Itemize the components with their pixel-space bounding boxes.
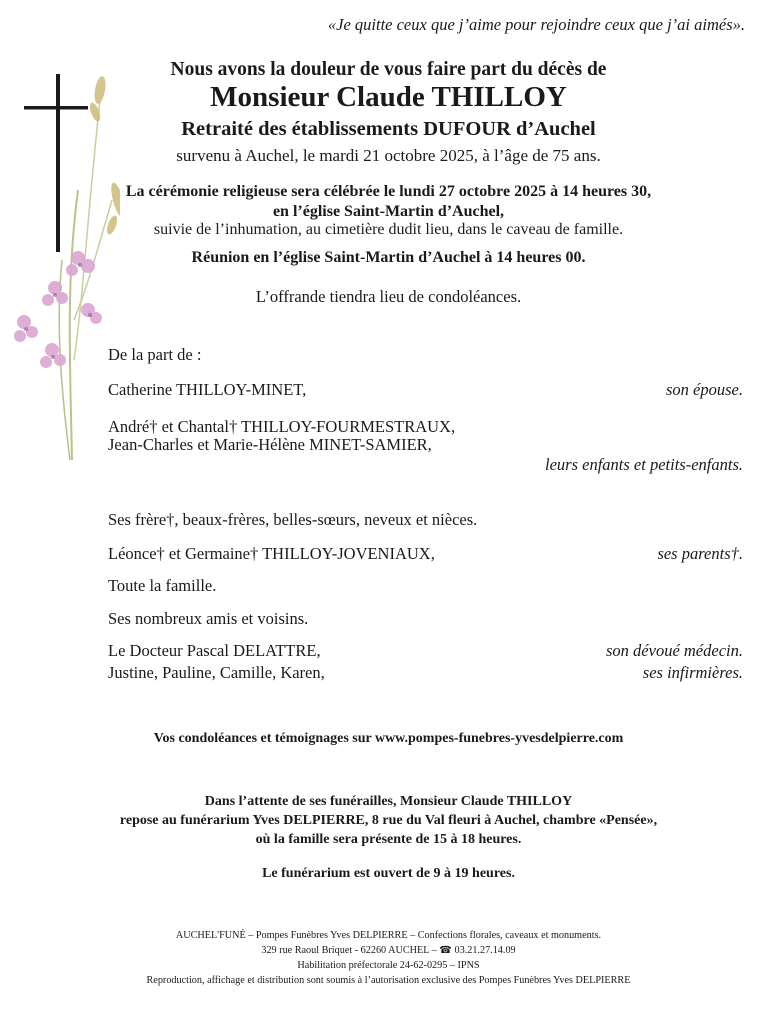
condolences-website: Vos condoléances et témoignages sur www.pompes-funebres-yvesdelpierre.com: [153, 731, 624, 746]
funerarium-hours: Le funérarium est ouvert de 9 à 19 heures.: [262, 866, 515, 881]
deceased-name: Monsieur Claude THILLOY: [210, 81, 567, 113]
footer-address: 329 rue Raoul Briquet - 62260 AUCHEL –: [261, 945, 437, 956]
parents-relation: ses parents†.: [657, 544, 743, 563]
funerarium-line-2: repose au funérarium Yves DELPIERRE, 8 rue du Val fleuri à Auchel, chambre «Pensée»,: [119, 813, 658, 828]
spouse-relation: son épouse.: [666, 380, 743, 399]
announcement-intro: Nous avons la douleur de vous faire part du décès de: [170, 59, 607, 80]
friends-line: Ses nombreux amis et voisins.: [108, 609, 309, 628]
funerarium-line-1: Dans l’attente de ses funérailles, Monsieur Claude THILLOY: [204, 794, 573, 809]
children-line-1: André† et Chantal† THILLOY-FOURMESTRAUX,: [108, 417, 456, 436]
ceremony-line: La cérémonie religieuse sera célébrée le lundi 27 octobre 2025 à 14 heures 30,: [125, 183, 652, 200]
deceased-role: Retraité des établissements DUFOUR d’Auchel: [181, 118, 596, 140]
funerarium-line-3: où la famille sera présente de 15 à 18 heures.: [255, 832, 522, 847]
whole-family-line: Toute la famille.: [108, 576, 217, 595]
nurses-relation: ses infirmières.: [642, 663, 743, 682]
phone-icon: ☎: [439, 945, 452, 956]
doctor-relation: son dévoué médecin.: [606, 641, 743, 660]
church-line: en l’église Saint-Martin d’Auchel,: [272, 203, 505, 220]
children-relation: leurs enfants et petits-enfants.: [545, 455, 743, 474]
footer-reproduction-notice: Reproduction, affichage et distribution sont soumis à l’autorisation exclusive des Pompes Funèbres Yves DELPIERRE: [146, 975, 631, 986]
siblings-line: Ses frère†, beaux-frères, belles-sœurs, neveux et nièces.: [108, 510, 478, 529]
footer-habilitation: Habilitation préfectorale 24-62-0295 – IPNS: [297, 960, 480, 971]
footer-company-line: AUCHEL'FUNÉ – Pompes Funèbres Yves DELPIERRE – Confections florales, caveaux et monuments.: [175, 930, 602, 941]
reunion-line: Réunion en l’église Saint-Martin d’Auchel à 14 heures 00.: [191, 249, 586, 266]
flower-icon: [14, 251, 102, 368]
spouse-name: Catherine THILLOY-MINET,: [108, 380, 307, 399]
epigraph-quote: «Je quitte ceux que j’aime pour rejoindre ceux que j’ai aimés».: [327, 15, 745, 34]
footer-phone: 03.21.27.14.09: [454, 945, 516, 956]
offrande-line: L’offrande tiendra lieu de condoléances.: [255, 287, 522, 306]
children-line-2: Jean-Charles et Marie-Hélène MINET-SAMIER,: [108, 435, 432, 454]
death-details: survenu à Auchel, le mardi 21 octobre 2025, à l’âge de 75 ans.: [176, 146, 601, 165]
footer-address-line: [0, 943, 777, 958]
family-intro: De la part de :: [108, 345, 202, 364]
nurses-names: Justine, Pauline, Camille, Karen,: [108, 663, 325, 682]
burial-line: suivie de l’inhumation, au cimetière dudit lieu, dans le caveau de famille.: [153, 221, 624, 238]
parents-name: Léonce† et Germaine† THILLOY-JOVENIAUX,: [108, 544, 435, 563]
doctor-name: Le Docteur Pascal DELATTRE,: [108, 641, 321, 660]
